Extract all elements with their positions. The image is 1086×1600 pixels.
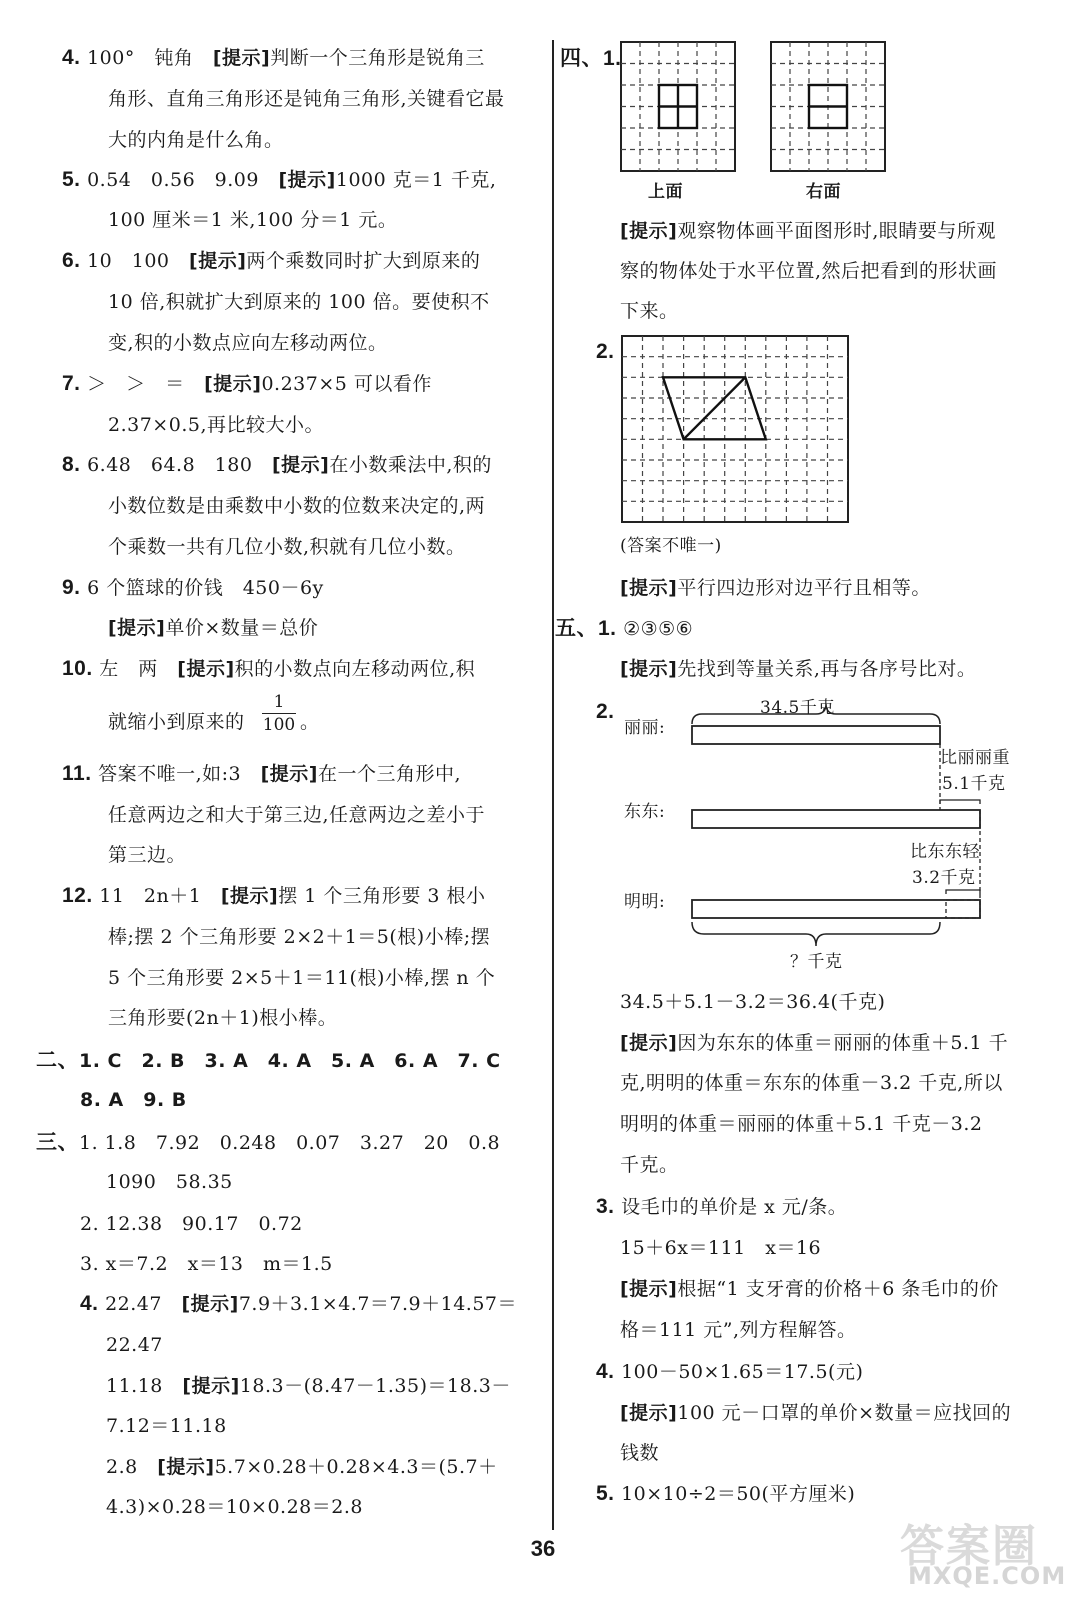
- s5-q2-tip-line4: 千克。: [620, 1154, 679, 1176]
- tip-label: [提示]: [204, 373, 262, 395]
- tip-label: [提示]: [189, 250, 247, 272]
- q6-tip: 两个乘数同时扩大到原来的: [246, 250, 481, 272]
- tip-label: [提示]: [182, 1375, 240, 1397]
- s3-q4b-answer: 11.18: [106, 1375, 183, 1397]
- diagram-lighter-amount: 3.2千克: [912, 868, 976, 888]
- q7-answer: ＞ ＞ ＝: [87, 373, 205, 395]
- view-right-label: 右面: [806, 182, 841, 202]
- q9-answer: 6 个篮球的价钱 450－6y: [87, 577, 324, 599]
- fraction-denominator: 100: [262, 715, 296, 735]
- tip-label: [提示]: [260, 763, 318, 785]
- q6-answer: 10 100: [87, 250, 190, 272]
- q9-number: 9.: [62, 576, 81, 599]
- watermark-url: MXQE.COM: [908, 1562, 1067, 1590]
- diagram-question: ？千克: [790, 952, 843, 972]
- tip-label: [提示]: [620, 658, 678, 680]
- s5-q3-tip-line2: 格＝111 元”,列方程解答。: [620, 1319, 857, 1341]
- q12-answer: 11 2n＋1: [99, 885, 221, 907]
- section-4-label: 四、: [560, 46, 603, 70]
- diagram-name-dongdong: 东东:: [624, 802, 666, 822]
- s5-q5-number: 5.: [596, 1482, 615, 1505]
- tip-label: [提示]: [220, 885, 279, 907]
- s5-q3-tip: 根据“1 支牙膏的价格＋6 条毛巾的价: [677, 1278, 999, 1300]
- s4-q1-number: 1.: [603, 47, 622, 70]
- q10-tip-end: 。: [300, 711, 320, 733]
- s3-q4b-tip: 18.3－(8.47－1.35)＝18.3－: [239, 1375, 511, 1397]
- q4-tip: 判断一个三角形是锐角三: [270, 47, 485, 69]
- section-2-answers: 1. C 2. B 3. A 4. A 5. A 6. A 7. C: [79, 1050, 501, 1072]
- s5-q1-tip: 先找到等量关系,再与各序号比对。: [677, 658, 977, 680]
- s5-q3-number: 3.: [596, 1195, 615, 1218]
- tip-label: [提示]: [271, 454, 330, 476]
- s3-q1-line2: 1090 58.35: [106, 1171, 233, 1193]
- q11-tip-line2: 任意两边之和大于第三边,任意两边之差小于: [108, 804, 486, 826]
- s5-q3-equation: 15＋6x＝111 x＝16: [620, 1237, 822, 1259]
- section-2-label: 二、: [36, 1048, 79, 1072]
- q11-number: 11.: [62, 762, 92, 785]
- q6-number: 6.: [62, 249, 81, 272]
- q8-tip-line3: 个乘数一共有几位小数,积就有几位小数。: [108, 536, 466, 558]
- s5-q2-tip-line2: 克,明明的体重＝东东的体重－3.2 千克,所以: [620, 1072, 1003, 1094]
- q8-tip-line2: 小数位数是由乘数中小数的位数来决定的,两: [108, 495, 486, 517]
- q6-tip-line3: 变,积的小数点应向左移动两位。: [108, 332, 388, 354]
- s4-q2-tip: 平行四边形对边平行且相等。: [677, 577, 931, 599]
- tip-label: [提示]: [278, 169, 336, 191]
- s5-q4-number: 4.: [596, 1360, 615, 1383]
- diagram-heavier-amount: 5.1千克: [942, 774, 1006, 794]
- q5-answer: 0.54 0.56 9.09: [87, 169, 279, 191]
- s5-q1-answer: ②③⑤⑥: [623, 618, 694, 640]
- q5-tip-line2: 100 厘米＝1 米,100 分＝1 元。: [108, 209, 398, 231]
- tip-label: [提示]: [108, 617, 166, 639]
- q10-tip: 积的小数点向左移动两位,积: [234, 658, 476, 680]
- tip-label: [提示]: [620, 1278, 678, 1300]
- q4-number: 4.: [62, 46, 81, 69]
- s5-q3-answer: 设毛巾的单价是 x 元/条。: [621, 1196, 848, 1218]
- q12-number: 12.: [62, 884, 93, 907]
- s3-q4b-tip-line2: 7.12＝11.18: [106, 1415, 227, 1437]
- column-divider: [552, 40, 554, 1530]
- s5-q2-tip: 因为东东的体重＝丽丽的体重＋5.1 千: [677, 1032, 1009, 1054]
- tip-label: [提示]: [212, 47, 271, 69]
- view-top-label: 上面: [648, 182, 683, 202]
- s5-q2-tip-line3: 明明的体重＝丽丽的体重＋5.1 千克－3.2: [620, 1113, 983, 1135]
- q5-number: 5.: [62, 168, 81, 191]
- q10-answer: 左 两: [99, 658, 178, 680]
- page-number: 36: [530, 1536, 556, 1561]
- s5-q4-answer: 100－50×1.65＝17.5(元): [621, 1361, 864, 1383]
- q7-tip: 0.237×5 可以看作: [261, 373, 432, 395]
- s3-q3: 3. x＝7.2 x＝13 m＝1.5: [80, 1253, 333, 1275]
- answer-not-unique-note: (答案不唯一): [620, 536, 722, 556]
- section-2-answers-line2: 8. A 9. B: [80, 1089, 187, 1111]
- q5-tip: 1000 克＝1 千克,: [335, 169, 497, 191]
- q12-tip-line4: 三角形要(2n＋1)根小棒。: [108, 1007, 338, 1029]
- q4-answer: 100° 钝角: [87, 47, 213, 69]
- section-5-label: 五、: [555, 616, 598, 640]
- s5-q4-tip-line2: 钱数: [620, 1442, 660, 1464]
- diagram-name-mingming: 明明:: [624, 892, 666, 912]
- tip-label: [提示]: [620, 577, 678, 599]
- q4-tip-line3: 大的内角是什么角。: [108, 129, 284, 151]
- s4-q2-number: 2.: [596, 340, 615, 363]
- q9-tip: 单价×数量＝总价: [165, 617, 319, 639]
- diagram-name-lili: 丽丽:: [624, 718, 666, 738]
- s3-q4c-answer: 2.8: [106, 1456, 158, 1478]
- q12-tip: 摆 1 个三角形要 3 根小: [278, 885, 486, 907]
- q11-tip: 在一个三角形中,: [318, 763, 462, 785]
- grid-top-view: [621, 42, 736, 172]
- s5-q1-number: 1.: [598, 617, 617, 640]
- s5-q2-equation: 34.5＋5.1－3.2＝36.4(千克): [620, 991, 886, 1013]
- s3-q4-tip: 7.9＋3.1×4.7＝7.9＋14.57＝: [238, 1293, 518, 1315]
- q7-tip-line2: 2.37×0.5,再比较大小。: [108, 414, 324, 436]
- fraction: [262, 692, 296, 735]
- q11-tip-line3: 第三边。: [108, 844, 187, 866]
- s3-q4c-tip: 5.7×0.28＋0.28×4.3＝(5.7＋: [214, 1456, 498, 1478]
- q8-answer: 6.48 64.8 180: [87, 454, 272, 476]
- q6-tip-line2: 10 倍,积就扩大到原来的 100 倍。要使积不: [108, 291, 490, 313]
- s3-q4-number: 4.: [80, 1292, 99, 1315]
- tip-label: [提示]: [157, 1456, 215, 1478]
- tip-label: [提示]: [181, 1293, 239, 1315]
- section-3-label: 三、: [36, 1130, 79, 1154]
- s4-q1-tip-line3: 下来。: [620, 300, 679, 322]
- tip-label: [提示]: [177, 658, 235, 680]
- q10-tip-line2: 就缩小到原来的: [108, 711, 245, 733]
- s5-q4-tip: 100 元－口罩的单价×数量＝应找回的: [677, 1402, 1012, 1424]
- q11-answer: 答案不唯一,如:3: [98, 763, 261, 785]
- diagram-lighter-label: 比东东轻: [910, 842, 980, 862]
- s3-q4-tip-line2: 22.47: [106, 1334, 163, 1356]
- tip-label: [提示]: [620, 1402, 678, 1424]
- q8-number: 8.: [62, 453, 81, 476]
- watermark-logo-text: 答案圈: [900, 1521, 1038, 1572]
- q7-number: 7.: [62, 372, 81, 395]
- diagram-top-label: 34.5千克: [760, 698, 835, 718]
- grid-right-view: [771, 42, 886, 172]
- q12-tip-line2: 棒;摆 2 个三角形要 2×2＋1＝5(根)小棒;摆: [108, 926, 491, 948]
- fraction-numerator: 1: [273, 692, 285, 712]
- s4-q1-tip-line2: 察的物体处于水平位置,然后把看到的形状画: [620, 260, 998, 282]
- q12-tip-line3: 5 个三角形要 2×5＋1＝11(根)小棒,摆 n 个: [108, 967, 496, 989]
- s5-q2-number: 2.: [596, 700, 615, 723]
- s5-q5-answer: 10×10÷2＝50(平方厘米): [621, 1483, 856, 1505]
- s4-q1-tip: 观察物体画平面图形时,眼睛要与所观: [677, 220, 996, 242]
- tip-label: [提示]: [620, 1032, 678, 1054]
- s3-q4c-tip-line2: 4.3)×0.28＝10×0.28＝2.8: [106, 1496, 363, 1518]
- diagram-heavier-label: 比丽丽重: [940, 748, 1010, 768]
- q10-number: 10.: [62, 657, 93, 680]
- grid-parallelogram: [622, 336, 850, 524]
- q4-tip-line2: 角形、直角三角形还是钝角三角形,关键看它最: [108, 88, 505, 110]
- s3-q2: 2. 12.38 90.17 0.72: [80, 1213, 303, 1235]
- tip-label: [提示]: [620, 220, 678, 242]
- s3-q4-answer: 22.47: [105, 1293, 182, 1315]
- q8-tip: 在小数乘法中,积的: [329, 454, 492, 476]
- s3-q1: 1. 1.8 7.92 0.248 0.07 3.27 20 0.8: [79, 1132, 501, 1154]
